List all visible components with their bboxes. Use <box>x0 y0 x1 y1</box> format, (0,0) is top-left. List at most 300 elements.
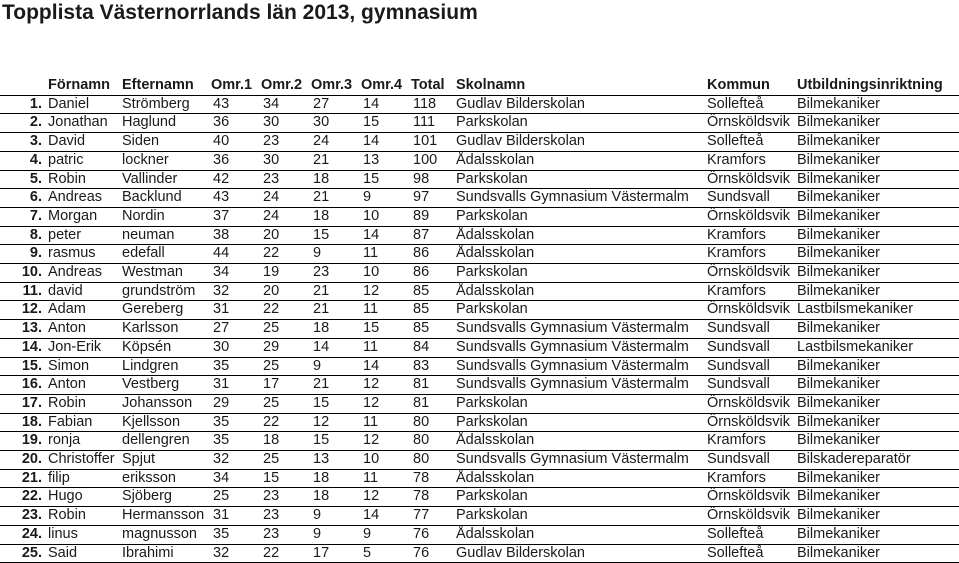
area3-cell: 23 <box>313 264 330 281</box>
last-name-cell: eriksson <box>122 469 176 486</box>
area3-cell: 21 <box>313 301 330 318</box>
last-name-cell: Backlund <box>122 189 182 206</box>
area2-cell: 25 <box>263 357 280 374</box>
total-cell: 78 <box>413 469 430 486</box>
last-name-cell: Spjut <box>122 451 156 468</box>
table-row <box>0 245 959 264</box>
area4-cell: 14 <box>363 357 380 374</box>
last-name-cell: Köpsén <box>122 338 172 355</box>
area2-cell: 34 <box>263 95 280 112</box>
municipality-cell: Kramfors <box>707 226 766 243</box>
program-cell: Lastbilsmekaniker <box>797 301 914 318</box>
table-row <box>0 544 959 563</box>
first-name-cell: Jon-Erik <box>48 338 102 355</box>
area3-cell: 21 <box>313 189 330 206</box>
program-cell: Bilmekaniker <box>797 245 880 262</box>
last-name-cell: Johansson <box>122 394 193 411</box>
area3-header: Omr.3 <box>311 77 353 93</box>
first-name-header: Förnamn <box>48 77 111 93</box>
total-cell: 97 <box>413 189 430 206</box>
municipality-cell: Sundsvall <box>707 189 770 206</box>
rank-cell: 16. <box>21 376 42 393</box>
area3-cell: 18 <box>313 469 330 486</box>
rank-cell: 13. <box>21 320 42 337</box>
last-name-header: Efternamn <box>122 77 194 93</box>
rank-cell: 7. <box>29 207 42 224</box>
school-cell: Gudlav Bilderskolan <box>456 133 585 150</box>
first-name-cell: Adam <box>48 301 86 318</box>
area2-cell: 18 <box>263 432 280 449</box>
rank-cell: 14. <box>21 338 42 355</box>
first-name-cell: Christoffer <box>48 451 115 468</box>
program-cell: Bilmekaniker <box>797 376 880 393</box>
municipality-cell: Örnsköldsvik <box>707 264 790 281</box>
program-cell: Bilmekaniker <box>797 469 880 486</box>
program-cell: Bilmekaniker <box>797 432 880 449</box>
area4-cell: 11 <box>363 469 379 486</box>
area3-cell: 24 <box>313 133 330 150</box>
program-cell: Lastbilsmekaniker <box>797 338 914 355</box>
table-row <box>0 357 959 376</box>
area1-cell: 31 <box>213 376 230 393</box>
table-row <box>0 469 959 488</box>
area1-cell: 32 <box>213 544 230 561</box>
total-cell: 118 <box>413 95 437 112</box>
first-name-cell: Anton <box>48 376 86 393</box>
area2-cell: 22 <box>263 413 280 430</box>
table-row <box>0 226 959 245</box>
table-row <box>0 394 959 413</box>
area2-cell: 22 <box>263 301 280 318</box>
area3-cell: 9 <box>313 245 322 262</box>
area4-cell: 14 <box>363 95 380 112</box>
area3-cell: 15 <box>313 432 330 449</box>
area2-cell: 25 <box>263 451 280 468</box>
total-cell: 85 <box>413 320 430 337</box>
rank-cell: 3. <box>29 133 42 150</box>
municipality-cell: Sollefteå <box>707 95 764 112</box>
program-cell: Bilmekaniker <box>797 133 880 150</box>
area3-cell: 12 <box>313 413 330 430</box>
area3-cell: 9 <box>313 525 322 542</box>
area4-cell: 10 <box>363 264 380 281</box>
area1-cell: 35 <box>213 525 230 542</box>
area1-cell: 43 <box>213 95 230 112</box>
area3-cell: 17 <box>313 544 330 561</box>
municipality-cell: Örnsköldsvik <box>707 301 790 318</box>
table-row <box>0 376 959 395</box>
school-cell: Parkskolan <box>456 114 528 131</box>
rank-cell: 17. <box>21 394 42 411</box>
area1-cell: 29 <box>213 394 230 411</box>
area4-cell: 15 <box>363 320 380 337</box>
program-cell: Bilmekaniker <box>797 95 880 112</box>
last-name-cell: dellengren <box>122 432 190 449</box>
school-cell: Gudlav Bilderskolan <box>456 544 585 561</box>
area4-cell: 13 <box>363 151 380 168</box>
area3-cell: 9 <box>313 507 322 524</box>
area2-cell: 20 <box>263 226 280 243</box>
total-cell: 89 <box>413 207 430 224</box>
area1-cell: 31 <box>213 301 230 318</box>
area4-cell: 11 <box>363 301 379 318</box>
area4-cell: 14 <box>363 507 380 524</box>
area4-cell: 5 <box>363 544 372 561</box>
program-cell: Bilmekaniker <box>797 264 880 281</box>
rank-cell: 6. <box>29 189 42 206</box>
area3-cell: 21 <box>313 376 330 393</box>
table-row <box>0 207 959 226</box>
total-cell: 81 <box>413 394 430 411</box>
area1-cell: 27 <box>213 320 230 337</box>
table-row <box>0 488 959 507</box>
municipality-cell: Kramfors <box>707 282 766 299</box>
municipality-cell: Örnsköldsvik <box>707 413 790 430</box>
area2-cell: 20 <box>263 282 280 299</box>
area2-cell: 25 <box>263 394 280 411</box>
area2-cell: 23 <box>263 488 280 505</box>
area4-cell: 10 <box>363 451 380 468</box>
school-cell: Ådalsskolan <box>456 151 535 168</box>
area2-cell: 17 <box>263 376 280 393</box>
rank-cell: 25. <box>21 544 42 561</box>
school-cell: Sundsvalls Gymnasium Västermalm <box>456 357 689 374</box>
municipality-cell: Örnsköldsvik <box>707 507 790 524</box>
last-name-cell: Vallinder <box>122 170 178 187</box>
last-name-cell: Gereberg <box>122 301 184 318</box>
program-cell: Bilmekaniker <box>797 189 880 206</box>
school-cell: Parkskolan <box>456 413 528 430</box>
area4-cell: 10 <box>363 207 380 224</box>
municipality-cell: Örnsköldsvik <box>707 170 790 187</box>
area4-cell: 11 <box>363 413 379 430</box>
last-name-cell: Siden <box>122 133 160 150</box>
school-cell: Ådalsskolan <box>456 469 535 486</box>
total-cell: 86 <box>413 264 430 281</box>
school-cell: Ådalsskolan <box>456 432 535 449</box>
area2-header: Omr.2 <box>261 77 303 93</box>
rank-cell: 5. <box>29 170 42 187</box>
total-cell: 77 <box>413 507 430 524</box>
municipality-cell: Sollefteå <box>707 544 764 561</box>
area1-cell: 37 <box>213 207 230 224</box>
area3-cell: 21 <box>313 151 330 168</box>
table-row <box>0 133 959 152</box>
table-row <box>0 301 959 320</box>
total-cell: 80 <box>413 451 430 468</box>
area3-cell: 15 <box>313 226 330 243</box>
last-name-cell: Kjellsson <box>122 413 181 430</box>
rank-cell: 11. <box>22 282 42 299</box>
school-header: Skolnamn <box>456 77 526 93</box>
municipality-cell: Kramfors <box>707 469 766 486</box>
municipality-cell: Örnsköldsvik <box>707 207 790 224</box>
area2-cell: 29 <box>263 338 280 355</box>
area3-cell: 14 <box>313 338 330 355</box>
school-cell: Gudlav Bilderskolan <box>456 95 585 112</box>
first-name-cell: linus <box>48 525 78 542</box>
area3-cell: 30 <box>313 114 330 131</box>
area2-cell: 23 <box>263 507 280 524</box>
program-cell: Bilmekaniker <box>797 151 880 168</box>
program-cell: Bilmekaniker <box>797 525 880 542</box>
area3-cell: 13 <box>313 451 330 468</box>
school-cell: Sundsvalls Gymnasium Västermalm <box>456 189 689 206</box>
school-cell: Ådalsskolan <box>456 525 535 542</box>
table-row <box>0 413 959 432</box>
area1-header: Omr.1 <box>211 77 253 93</box>
municipality-header: Kommun <box>707 77 770 93</box>
municipality-cell: Sollefteå <box>707 133 764 150</box>
first-name-cell: Robin <box>48 170 86 187</box>
area1-cell: 38 <box>213 226 230 243</box>
rank-cell: 8. <box>29 226 42 243</box>
last-name-cell: grundström <box>122 282 196 299</box>
school-cell: Parkskolan <box>456 264 528 281</box>
first-name-cell: Robin <box>48 507 86 524</box>
table-row <box>0 189 959 208</box>
area4-cell: 9 <box>363 525 372 542</box>
municipality-cell: Sundsvall <box>707 357 770 374</box>
school-cell: Ådalsskolan <box>456 282 535 299</box>
table-row <box>0 282 959 301</box>
first-name-cell: Simon <box>48 357 90 374</box>
first-name-cell: Daniel <box>48 95 90 112</box>
area1-cell: 35 <box>213 432 230 449</box>
first-name-cell: Fabian <box>48 413 93 430</box>
school-cell: Ådalsskolan <box>456 245 535 262</box>
rank-cell: 10. <box>21 264 42 281</box>
area1-cell: 34 <box>213 264 230 281</box>
last-name-cell: edefall <box>122 245 165 262</box>
table-row <box>0 170 959 189</box>
last-name-cell: neuman <box>122 226 175 243</box>
area4-cell: 12 <box>363 282 380 299</box>
rank-cell: 4. <box>29 151 42 168</box>
table-row <box>0 320 959 339</box>
area2-cell: 15 <box>263 469 280 486</box>
last-name-cell: Ibrahimi <box>122 544 174 561</box>
table-header-row <box>0 77 959 95</box>
area4-cell: 12 <box>363 432 380 449</box>
area2-cell: 22 <box>263 245 280 262</box>
school-cell: Ådalsskolan <box>456 226 535 243</box>
municipality-cell: Sundsvall <box>707 320 770 337</box>
area2-cell: 30 <box>263 151 280 168</box>
last-name-cell: Nordin <box>122 207 165 224</box>
area4-cell: 12 <box>363 394 380 411</box>
program-cell: Bilmekaniker <box>797 207 880 224</box>
table-row <box>0 114 959 133</box>
table-body <box>0 95 959 563</box>
rank-cell: 2. <box>29 114 42 131</box>
school-cell: Sundsvalls Gymnasium Västermalm <box>456 376 689 393</box>
program-cell: Bilmekaniker <box>797 114 880 131</box>
table-row <box>0 95 959 114</box>
area3-cell: 9 <box>313 357 322 374</box>
area1-cell: 34 <box>213 469 230 486</box>
first-name-cell: david <box>48 282 83 299</box>
area4-cell: 14 <box>363 226 380 243</box>
school-cell: Sundsvalls Gymnasium Västermalm <box>456 320 689 337</box>
municipality-cell: Örnsköldsvik <box>707 114 790 131</box>
first-name-cell: ronja <box>48 432 81 449</box>
school-cell: Parkskolan <box>456 394 528 411</box>
last-name-cell: Strömberg <box>122 95 190 112</box>
total-cell: 78 <box>413 488 430 505</box>
area2-cell: 23 <box>263 170 280 187</box>
first-name-cell: Robin <box>48 394 86 411</box>
area2-cell: 25 <box>263 320 280 337</box>
first-name-cell: peter <box>48 226 82 243</box>
first-name-cell: Andreas <box>48 264 103 281</box>
school-cell: Parkskolan <box>456 207 528 224</box>
table-row <box>0 432 959 451</box>
area2-cell: 19 <box>263 264 280 281</box>
rank-cell: 21. <box>21 469 42 486</box>
program-cell: Bilmekaniker <box>797 226 880 243</box>
total-cell: 100 <box>413 151 438 168</box>
school-cell: Parkskolan <box>456 488 528 505</box>
rank-cell: 19. <box>21 432 42 449</box>
page-title: Topplista Västernorrlands län 2013, gymnasium <box>2 1 478 24</box>
first-name-cell: Said <box>48 544 78 561</box>
total-cell: 86 <box>413 245 430 262</box>
area1-cell: 36 <box>213 151 230 168</box>
program-cell: Bilmekaniker <box>797 282 880 299</box>
table-row <box>0 507 959 526</box>
program-cell: Bilskadereparatör <box>797 451 911 468</box>
municipality-cell: Kramfors <box>707 432 766 449</box>
total-cell: 98 <box>413 170 430 187</box>
first-name-cell: David <box>48 133 86 150</box>
total-cell: 101 <box>413 133 438 150</box>
municipality-cell: Kramfors <box>707 151 766 168</box>
table-row <box>0 451 959 470</box>
last-name-cell: Hermansson <box>122 507 205 524</box>
municipality-cell: Sundsvall <box>707 376 770 393</box>
program-cell: Bilmekaniker <box>797 544 880 561</box>
last-name-cell: lockner <box>122 151 169 168</box>
total-cell: 85 <box>413 301 430 318</box>
last-name-cell: Sjöberg <box>122 488 172 505</box>
area4-cell: 12 <box>363 376 380 393</box>
rank-cell: 9. <box>29 245 42 262</box>
last-name-cell: Haglund <box>122 114 177 131</box>
first-name-cell: patric <box>48 151 84 168</box>
area1-cell: 44 <box>213 245 230 262</box>
area1-cell: 36 <box>213 114 230 131</box>
area2-cell: 22 <box>263 544 280 561</box>
municipality-cell: Sundsvall <box>707 338 770 355</box>
results-table <box>0 77 959 563</box>
rank-cell: 1. <box>29 95 42 112</box>
first-name-cell: rasmus <box>48 245 96 262</box>
rank-cell: 18. <box>21 413 42 430</box>
last-name-cell: Karlsson <box>122 320 179 337</box>
area2-cell: 23 <box>263 133 280 150</box>
total-cell: 76 <box>413 544 430 561</box>
municipality-cell: Sollefteå <box>707 525 764 542</box>
table-row <box>0 338 959 357</box>
total-cell: 83 <box>413 357 430 374</box>
area4-cell: 12 <box>363 488 380 505</box>
area2-cell: 24 <box>263 189 280 206</box>
total-cell: 85 <box>413 282 430 299</box>
program-cell: Bilmekaniker <box>797 357 880 374</box>
area3-cell: 27 <box>313 95 330 112</box>
municipality-cell: Kramfors <box>707 245 766 262</box>
first-name-cell: Anton <box>48 320 86 337</box>
area4-cell: 11 <box>363 338 379 355</box>
program-cell: Bilmekaniker <box>797 320 880 337</box>
rank-header <box>0 77 44 95</box>
first-name-cell: filip <box>48 469 70 486</box>
area1-cell: 40 <box>213 133 230 150</box>
total-cell: 111 <box>413 114 436 131</box>
last-name-cell: Westman <box>122 264 183 281</box>
municipality-cell: Örnsköldsvik <box>707 488 790 505</box>
area2-cell: 23 <box>263 525 280 542</box>
area3-cell: 18 <box>313 320 330 337</box>
area1-cell: 35 <box>213 413 230 430</box>
first-name-cell: Andreas <box>48 189 103 206</box>
area4-cell: 15 <box>363 170 380 187</box>
school-cell: Parkskolan <box>456 170 528 187</box>
last-name-cell: Lindgren <box>122 357 179 374</box>
first-name-cell: Hugo <box>48 488 83 505</box>
area1-cell: 42 <box>213 170 230 187</box>
school-cell: Sundsvalls Gymnasium Västermalm <box>456 338 689 355</box>
program-cell: Bilmekaniker <box>797 170 880 187</box>
program-cell: Bilmekaniker <box>797 507 880 524</box>
area3-cell: 15 <box>313 394 330 411</box>
municipality-cell: Sundsvall <box>707 451 770 468</box>
area3-cell: 18 <box>313 488 330 505</box>
area4-cell: 9 <box>363 189 372 206</box>
total-cell: 84 <box>413 338 430 355</box>
program-cell: Bilmekaniker <box>797 413 880 430</box>
table-row <box>0 151 959 170</box>
rank-cell: 24. <box>21 525 42 542</box>
area1-cell: 32 <box>213 282 230 299</box>
rank-cell: 20. <box>21 451 42 468</box>
last-name-cell: Vestberg <box>122 376 180 393</box>
area2-cell: 24 <box>263 207 280 224</box>
rank-cell: 23. <box>21 507 42 524</box>
area1-cell: 32 <box>213 451 230 468</box>
area1-cell: 43 <box>213 189 230 206</box>
area1-cell: 25 <box>213 488 230 505</box>
program-cell: Bilmekaniker <box>797 488 880 505</box>
total-cell: 81 <box>413 376 430 393</box>
total-cell: 87 <box>413 226 430 243</box>
area3-cell: 18 <box>313 170 330 187</box>
area4-cell: 14 <box>363 133 380 150</box>
area1-cell: 30 <box>213 338 230 355</box>
municipality-cell: Örnsköldsvik <box>707 394 790 411</box>
area1-cell: 35 <box>213 357 230 374</box>
table-row <box>0 264 959 283</box>
area2-cell: 30 <box>263 114 280 131</box>
total-cell: 76 <box>413 525 430 542</box>
last-name-cell: magnusson <box>122 525 197 542</box>
rank-cell: 22. <box>21 488 42 505</box>
area1-cell: 31 <box>213 507 230 524</box>
rank-cell: 12. <box>21 301 42 318</box>
area4-cell: 11 <box>363 245 379 262</box>
program-header: Utbildningsinriktning <box>797 77 943 93</box>
